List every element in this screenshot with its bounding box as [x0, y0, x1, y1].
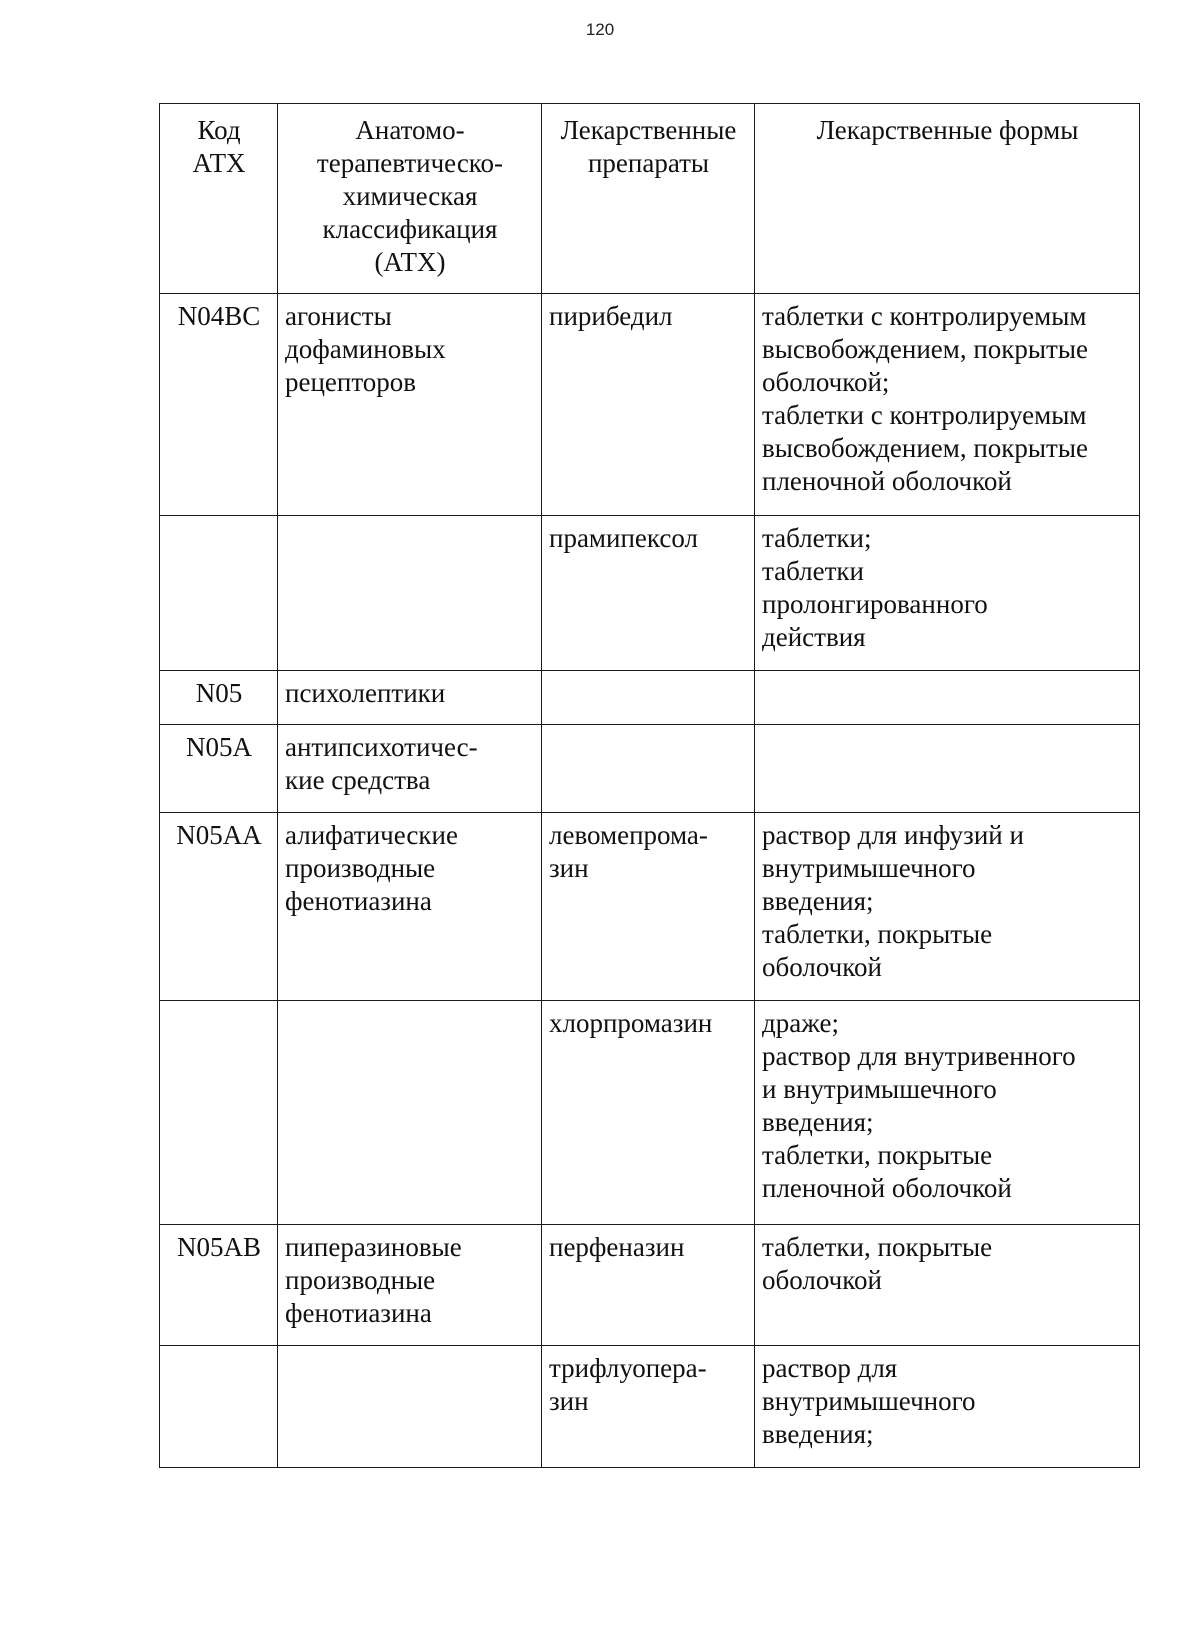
table-header-row: [160, 104, 1140, 294]
atc-drug-table: [159, 103, 1140, 1468]
cell-dosage-forms: таблетки с контролируемым высвобождением, покрытые оболочкой; таблетки с контролируемым высвобождением, покрытые пленочной оболочкой: [755, 294, 1140, 516]
page-number: 120: [585, 20, 615, 39]
cell-dosage-forms: раствор для инфузий и внутримышечного введения; таблетки, покрытые оболочкой: [755, 813, 1140, 1001]
cell-drug: трифлуопера- зин: [542, 1346, 755, 1468]
header-atc-classification: Анатомо- терапевтическо- химическая классификация (АТХ): [278, 104, 542, 294]
cell-atc-classification: антипсихотичес- кие средства: [278, 725, 542, 813]
table-row: [160, 1346, 1140, 1468]
cell-atc-classification: [278, 1346, 542, 1468]
cell-atc-code: N05AA: [160, 813, 278, 1001]
cell-dosage-forms: раствор для внутримышечного введения;: [755, 1346, 1140, 1468]
cell-atc-classification: пиперазиновые производные фенотиазина: [278, 1225, 542, 1346]
cell-drug: прамипексол: [542, 516, 755, 671]
table-row: [160, 1001, 1140, 1225]
cell-drug: пирибедил: [542, 294, 755, 516]
cell-drug: [542, 671, 755, 725]
cell-atc-code: N04BC: [160, 294, 278, 516]
cell-atc-code: [160, 1346, 278, 1468]
cell-atc-classification: [278, 516, 542, 671]
table-row: [160, 671, 1140, 725]
header-dosage-forms: Лекарственные формы: [755, 104, 1140, 294]
table-row: [160, 294, 1140, 516]
table-row: [160, 813, 1140, 1001]
cell-dosage-forms: драже; раствор для внутривенного и внутримышечного введения; таблетки, покрытые пленочной оболочкой: [755, 1001, 1140, 1225]
cell-atc-classification: агонисты дофаминовых рецепторов: [278, 294, 542, 516]
cell-atc-code: N05AB: [160, 1225, 278, 1346]
cell-atc-classification: [278, 1001, 542, 1225]
table-row: [160, 725, 1140, 813]
cell-drug: [542, 725, 755, 813]
cell-drug: хлорпромазин: [542, 1001, 755, 1225]
header-drugs: Лекарственные препараты: [542, 104, 755, 294]
cell-atc-code: N05: [160, 671, 278, 725]
cell-atc-code: [160, 516, 278, 671]
header-code: Код АТХ: [160, 104, 278, 294]
cell-drug: левомепрома- зин: [542, 813, 755, 1001]
table-row: [160, 516, 1140, 671]
cell-dosage-forms: [755, 725, 1140, 813]
cell-drug: перфеназин: [542, 1225, 755, 1346]
cell-dosage-forms: [755, 671, 1140, 725]
cell-dosage-forms: таблетки, покрытые оболочкой: [755, 1225, 1140, 1346]
cell-atc-classification: психолептики: [278, 671, 542, 725]
cell-dosage-forms: таблетки; таблетки пролонгированного действия: [755, 516, 1140, 671]
cell-atc-code: N05A: [160, 725, 278, 813]
cell-atc-classification: алифатические производные фенотиазина: [278, 813, 542, 1001]
cell-atc-code: [160, 1001, 278, 1225]
table-row: [160, 1225, 1140, 1346]
